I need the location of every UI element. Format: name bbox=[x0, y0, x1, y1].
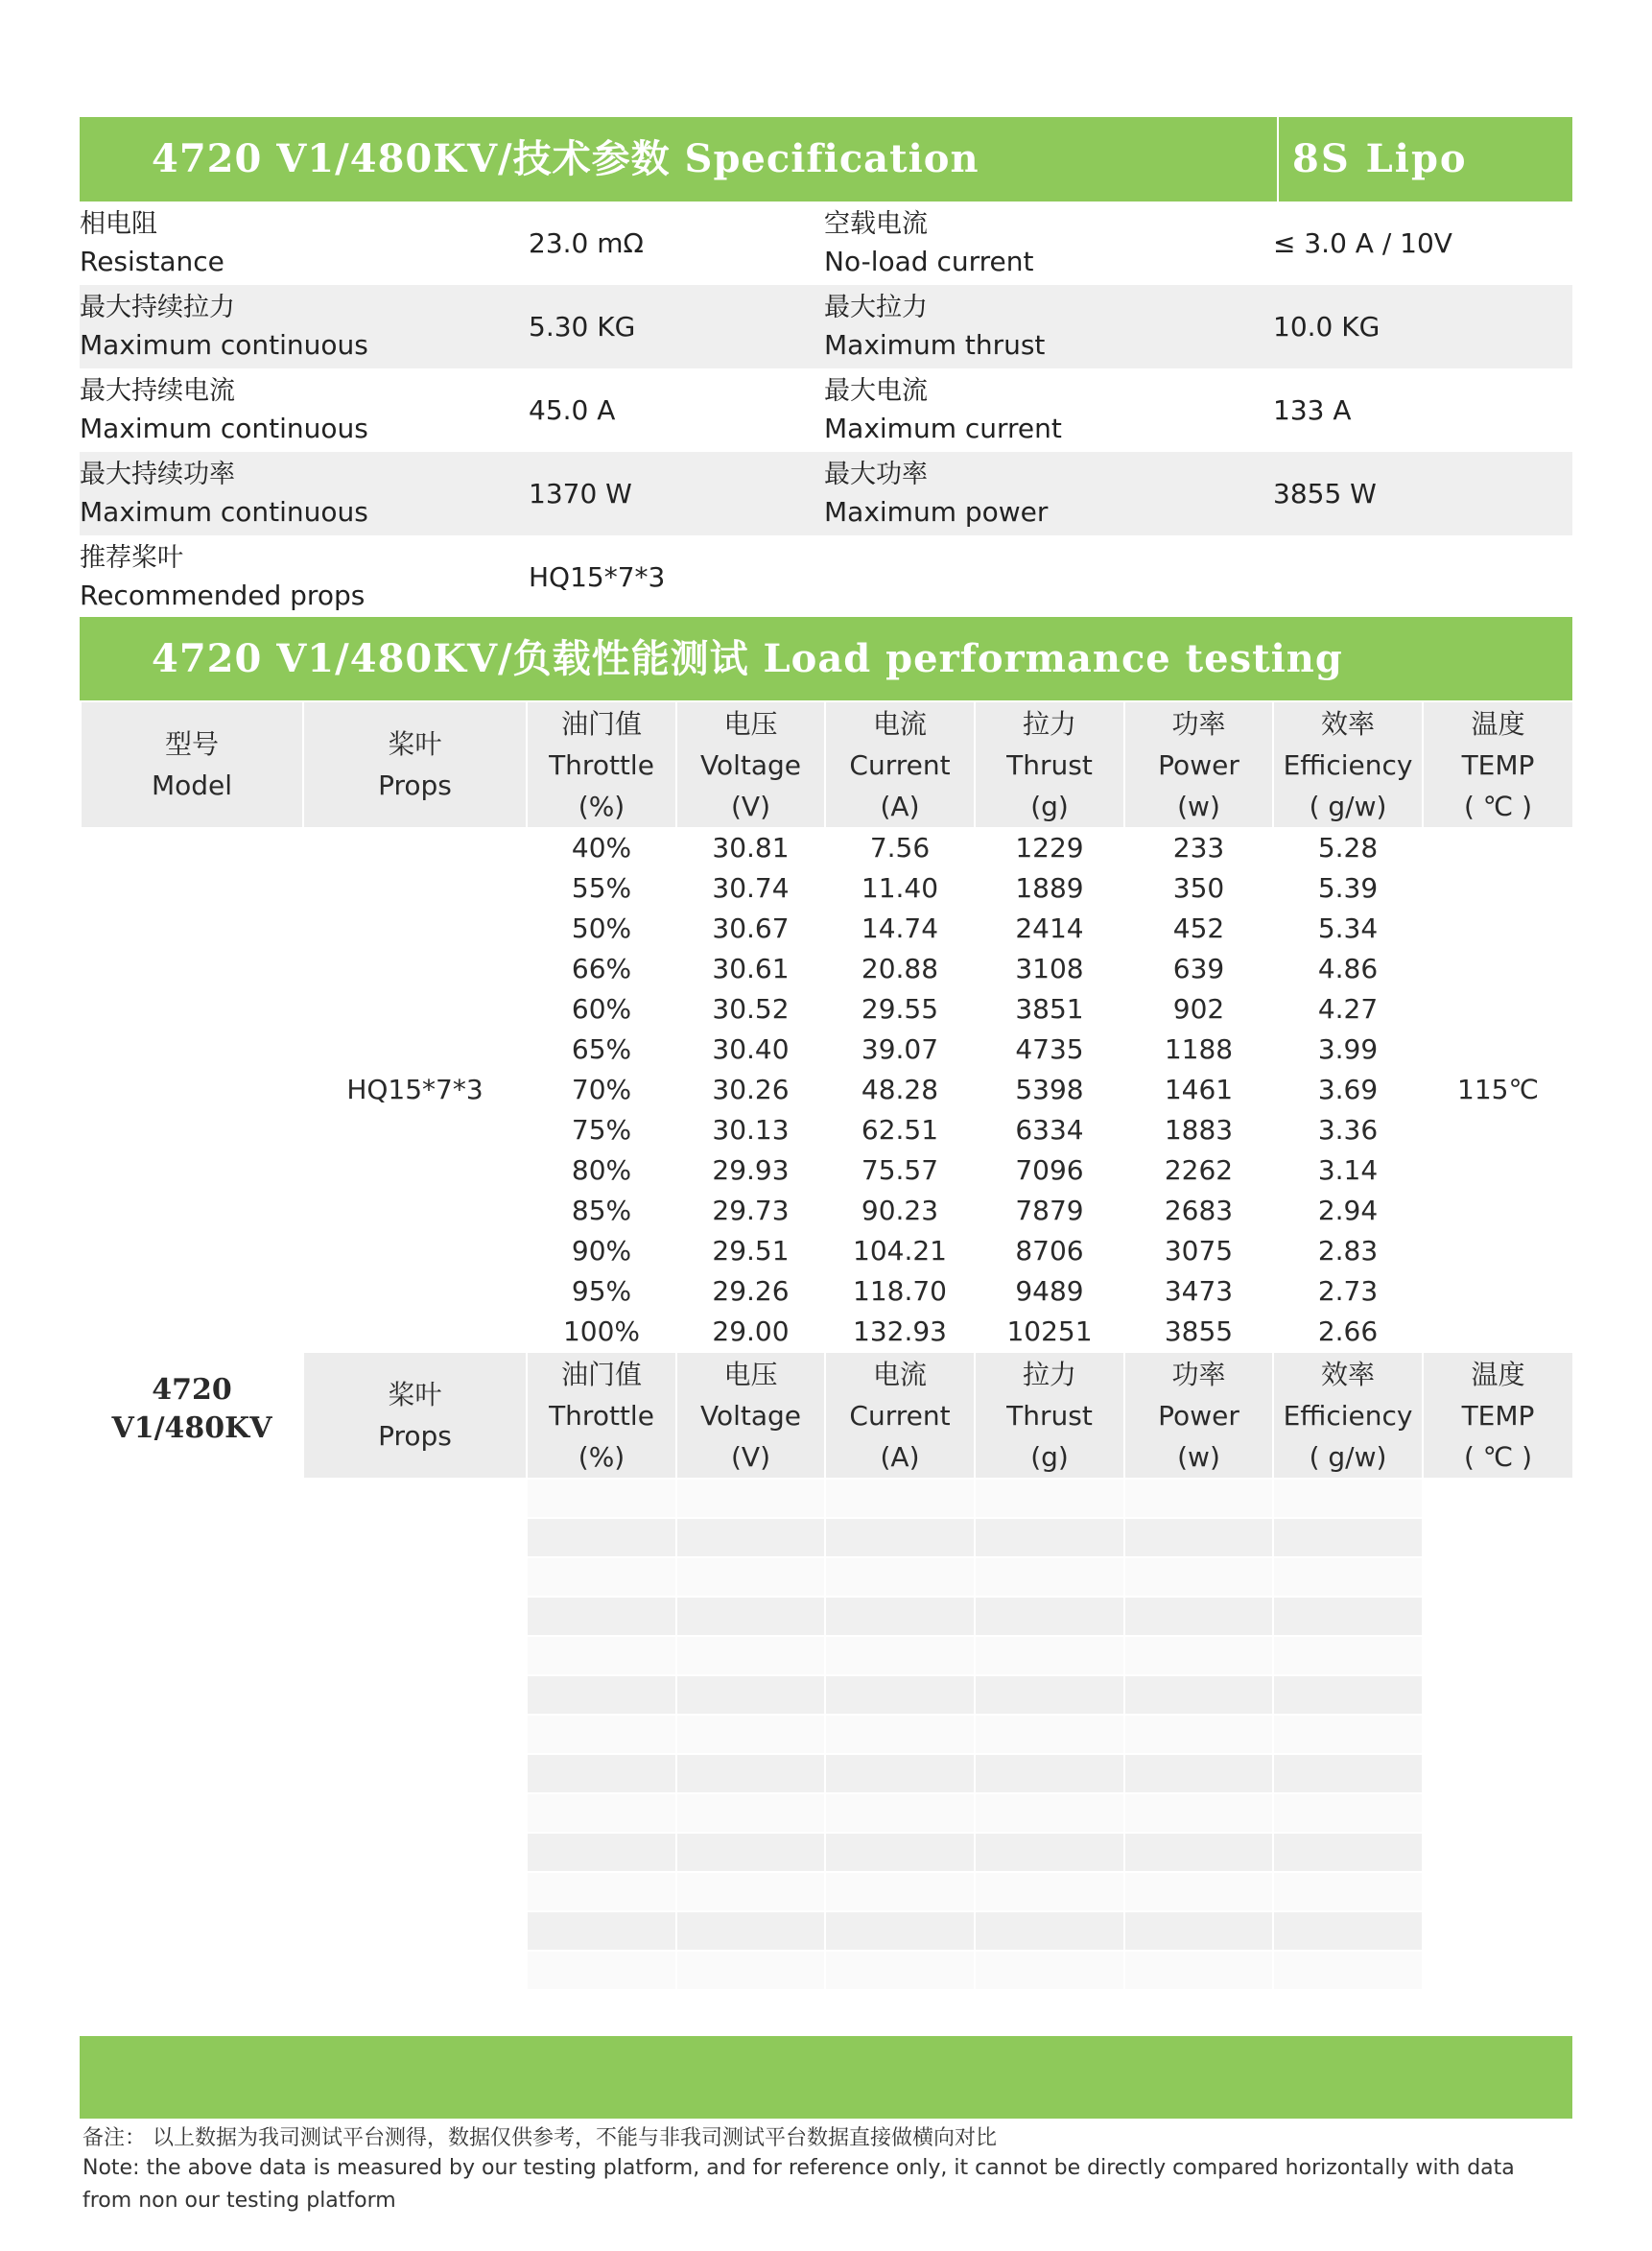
column-header-en: Power bbox=[1158, 748, 1239, 781]
spec-label-en: Resistance bbox=[80, 245, 224, 277]
empty-cell bbox=[676, 1872, 825, 1911]
data-cell: 75% bbox=[527, 1110, 676, 1150]
data-cell: 5.39 bbox=[1273, 868, 1423, 909]
empty-cell bbox=[975, 1675, 1124, 1715]
column-header-unit: (w) bbox=[1177, 1440, 1220, 1473]
battery-type: 8S Lipo bbox=[1277, 117, 1468, 201]
data-cell: 8706 bbox=[975, 1231, 1124, 1271]
spec-value-right: 10.0 KG bbox=[1267, 285, 1572, 368]
data-cell: 4.86 bbox=[1273, 949, 1423, 989]
empty-cell bbox=[527, 1636, 676, 1675]
empty-cell bbox=[1273, 1754, 1423, 1793]
data-cell: 902 bbox=[1124, 989, 1273, 1030]
data-cell: 60% bbox=[527, 989, 676, 1030]
data-cell: 85% bbox=[527, 1191, 676, 1231]
model-header bbox=[81, 701, 303, 828]
empty-cell bbox=[825, 1597, 975, 1636]
column-header bbox=[1273, 701, 1423, 828]
spec-label-en: Recommended props bbox=[80, 579, 366, 611]
column-header-en: Current bbox=[849, 748, 951, 781]
empty-cell bbox=[527, 1715, 676, 1754]
column-header-unit: (%) bbox=[578, 1440, 625, 1473]
data-cell: 7879 bbox=[975, 1191, 1124, 1231]
empty-cell bbox=[1124, 1557, 1273, 1597]
empty-cell bbox=[676, 1557, 825, 1597]
spec-label-left bbox=[80, 452, 523, 535]
column-header-en: Current bbox=[849, 1399, 951, 1432]
data-cell: 5398 bbox=[975, 1070, 1124, 1110]
empty-cell bbox=[1273, 1872, 1423, 1911]
column-header-unit: (V) bbox=[730, 790, 770, 822]
empty-cell bbox=[676, 1754, 825, 1793]
column-header-en: TEMP bbox=[1461, 1399, 1535, 1432]
column-header-zh: 电流 bbox=[872, 1358, 927, 1390]
data-cell: 30.52 bbox=[676, 989, 825, 1030]
column-header bbox=[975, 1352, 1124, 1479]
column-header-unit: (%) bbox=[578, 790, 625, 822]
load-header-row bbox=[81, 701, 1573, 828]
spec-value-left: 45.0 A bbox=[529, 394, 616, 426]
spec-label-zh: 最大持续功率 bbox=[80, 459, 235, 489]
spec-value-left: 1370 W bbox=[523, 452, 824, 535]
data-cell: 29.55 bbox=[825, 989, 975, 1030]
data-cell: 40% bbox=[527, 828, 676, 868]
column-header-zh: 桨叶 bbox=[388, 728, 442, 760]
empty-cell bbox=[1124, 1793, 1273, 1833]
spec-row bbox=[80, 201, 1572, 285]
column-header-zh: 效率 bbox=[1320, 707, 1375, 740]
column-header-zh: 功率 bbox=[1171, 1358, 1226, 1390]
column-header bbox=[676, 1352, 825, 1479]
empty-cell bbox=[825, 1518, 975, 1557]
data-cell: 452 bbox=[1124, 909, 1273, 949]
empty-cell bbox=[1273, 1597, 1423, 1636]
spec-title: 4720 V1/480KV/技术参数 Specification bbox=[152, 136, 979, 181]
empty-cell bbox=[1273, 1675, 1423, 1715]
empty-cell bbox=[825, 1793, 975, 1833]
data-cell: 350 bbox=[1124, 868, 1273, 909]
column-header bbox=[825, 701, 975, 828]
spec-label-zh: 最大拉力 bbox=[824, 292, 928, 322]
column-header bbox=[1423, 1352, 1573, 1479]
data-cell: 29.51 bbox=[676, 1231, 825, 1271]
empty-cell bbox=[975, 1872, 1124, 1911]
empty-cell bbox=[1124, 1911, 1273, 1951]
empty-cell bbox=[676, 1911, 825, 1951]
empty-cell bbox=[1273, 1833, 1423, 1872]
data-cell: 233 bbox=[1124, 828, 1273, 868]
empty-cell bbox=[1124, 1754, 1273, 1793]
data-cell: 30.81 bbox=[676, 828, 825, 868]
data-cell: 4735 bbox=[975, 1030, 1124, 1070]
spec-label-right bbox=[824, 368, 1267, 452]
column-header-zh: 温度 bbox=[1471, 1358, 1525, 1390]
data-cell: 75.57 bbox=[825, 1150, 975, 1191]
spec-label-zh: 最大电流 bbox=[824, 375, 928, 406]
data-cell: 1229 bbox=[975, 828, 1124, 868]
column-header-zh: 油门值 bbox=[560, 1358, 642, 1390]
column-header bbox=[1273, 1352, 1423, 1479]
data-cell: 2.94 bbox=[1273, 1191, 1423, 1231]
column-header-en: Props bbox=[378, 1420, 452, 1452]
data-cell: 30.13 bbox=[676, 1110, 825, 1150]
empty-cell bbox=[1273, 1557, 1423, 1597]
data-cell: 3.99 bbox=[1273, 1030, 1423, 1070]
empty-cell bbox=[825, 1872, 975, 1911]
data-cell: 7.56 bbox=[825, 828, 975, 868]
empty-cell bbox=[1273, 1793, 1423, 1833]
load-header-row-2 bbox=[81, 1352, 1573, 1479]
column-header bbox=[303, 701, 527, 828]
model-name: 4720 V1/480KV bbox=[81, 828, 303, 1990]
spec-row bbox=[80, 285, 1572, 368]
data-cell: 4.27 bbox=[1273, 989, 1423, 1030]
empty-cell bbox=[975, 1793, 1124, 1833]
empty-cell bbox=[975, 1479, 1124, 1518]
empty-cell bbox=[825, 1636, 975, 1675]
note-en: Note: the above data is measured by our testing platform, and for reference only, it cannot be directly compared horizontally with data from non our testing platform bbox=[83, 2156, 1515, 2213]
empty-cell bbox=[676, 1833, 825, 1872]
spec-label-en: Maximum continuous bbox=[80, 328, 368, 361]
column-header-zh: 电流 bbox=[872, 707, 927, 740]
empty-cell bbox=[1124, 1872, 1273, 1911]
empty-cell bbox=[676, 1715, 825, 1754]
spec-label-zh: 空载电流 bbox=[824, 208, 928, 239]
data-cell: 39.07 bbox=[825, 1030, 975, 1070]
data-cell: 29.26 bbox=[676, 1271, 825, 1312]
data-cell: 95% bbox=[527, 1271, 676, 1312]
data-cell: 80% bbox=[527, 1150, 676, 1191]
spec-label-left bbox=[80, 201, 523, 285]
column-header-en: Throttle bbox=[549, 748, 654, 781]
empty-cell bbox=[1124, 1675, 1273, 1715]
spec-table bbox=[80, 201, 1572, 619]
empty-cell bbox=[527, 1518, 676, 1557]
spec-label-right bbox=[824, 285, 1267, 368]
spec-value-left: 23.0 mΩ bbox=[529, 227, 644, 259]
empty-cell bbox=[825, 1479, 975, 1518]
column-header bbox=[1124, 1352, 1273, 1479]
data-cell: 7096 bbox=[975, 1150, 1124, 1191]
data-cell: 118.70 bbox=[825, 1271, 975, 1312]
empty-row bbox=[81, 1479, 1573, 1518]
empty-cell bbox=[676, 1951, 825, 1990]
data-cell: 30.40 bbox=[676, 1030, 825, 1070]
column-header-en: Efficiency bbox=[1283, 1399, 1413, 1432]
column-header-unit: (A) bbox=[880, 1440, 920, 1473]
column-header-en: Thrust bbox=[1006, 1399, 1093, 1432]
column-header bbox=[1423, 701, 1573, 828]
data-cell: 62.51 bbox=[825, 1110, 975, 1150]
data-cell: 2683 bbox=[1124, 1191, 1273, 1231]
column-header-unit: ( ℃ ) bbox=[1463, 1440, 1533, 1473]
props-value: HQ15*7*3 bbox=[303, 828, 527, 1352]
empty-cell bbox=[676, 1636, 825, 1675]
spec-label-right bbox=[824, 535, 1267, 619]
empty-cell bbox=[527, 1675, 676, 1715]
data-cell: 3108 bbox=[975, 949, 1124, 989]
empty-cell bbox=[1124, 1518, 1273, 1557]
empty-cell bbox=[1124, 1715, 1273, 1754]
empty-cell bbox=[676, 1675, 825, 1715]
data-cell: 6334 bbox=[975, 1110, 1124, 1150]
column-header-zh: 桨叶 bbox=[388, 1379, 442, 1410]
empty-cell bbox=[1273, 1479, 1423, 1518]
data-cell: 1883 bbox=[1124, 1110, 1273, 1150]
empty-cell bbox=[975, 1557, 1124, 1597]
data-cell: 70% bbox=[527, 1070, 676, 1110]
data-cell: 2.73 bbox=[1273, 1271, 1423, 1312]
data-cell: 30.61 bbox=[676, 949, 825, 989]
spec-label-zh: 最大功率 bbox=[824, 459, 928, 489]
spec-value-right: 3855 W bbox=[1267, 452, 1572, 535]
spec-label-zh: 最大持续电流 bbox=[80, 375, 235, 406]
data-cell: 1188 bbox=[1124, 1030, 1273, 1070]
spec-value-right bbox=[1267, 535, 1572, 619]
column-header-en: Thrust bbox=[1006, 748, 1093, 781]
empty-cell bbox=[975, 1715, 1124, 1754]
column-header-unit: (V) bbox=[730, 1440, 770, 1473]
note-zh: 备注： 以上数据为我司测试平台测得，数据仅供参考，不能与非我司测试平台数据直接做横向对比 bbox=[83, 2126, 997, 2150]
empty-cell bbox=[527, 1479, 676, 1518]
empty-cell bbox=[1273, 1518, 1423, 1557]
spec-value-left: 5.30 KG bbox=[523, 285, 824, 368]
temp-empty bbox=[1423, 1479, 1573, 1990]
empty-cell bbox=[1124, 1597, 1273, 1636]
column-header-zh: 功率 bbox=[1171, 707, 1226, 740]
props-empty bbox=[303, 1479, 527, 1990]
model-header-zh: 型号 bbox=[164, 728, 219, 760]
spec-value-right: 133 A bbox=[1273, 394, 1352, 426]
data-cell: 3851 bbox=[975, 989, 1124, 1030]
data-cell: 14.74 bbox=[825, 909, 975, 949]
data-cell: 3.36 bbox=[1273, 1110, 1423, 1150]
data-cell: 1461 bbox=[1124, 1070, 1273, 1110]
column-header-unit: ( ℃ ) bbox=[1463, 790, 1533, 822]
empty-cell bbox=[527, 1754, 676, 1793]
data-cell: 3.14 bbox=[1273, 1150, 1423, 1191]
data-cell: 29.73 bbox=[676, 1191, 825, 1231]
empty-cell bbox=[676, 1479, 825, 1518]
spec-label-left bbox=[80, 285, 523, 368]
data-cell: 104.21 bbox=[825, 1231, 975, 1271]
data-cell: 1889 bbox=[975, 868, 1124, 909]
empty-cell bbox=[527, 1793, 676, 1833]
empty-cell bbox=[825, 1754, 975, 1793]
empty-cell bbox=[975, 1636, 1124, 1675]
footer-bar bbox=[80, 2036, 1572, 2119]
empty-cell bbox=[825, 1675, 975, 1715]
column-header-zh: 拉力 bbox=[1022, 707, 1076, 740]
column-header bbox=[303, 1352, 527, 1479]
empty-cell bbox=[1273, 1911, 1423, 1951]
empty-cell bbox=[975, 1518, 1124, 1557]
column-header-en: TEMP bbox=[1461, 748, 1535, 781]
data-cell: 29.93 bbox=[676, 1150, 825, 1191]
column-header-en: Throttle bbox=[549, 1399, 654, 1432]
empty-cell bbox=[527, 1597, 676, 1636]
empty-cell bbox=[825, 1715, 975, 1754]
empty-cell bbox=[825, 1557, 975, 1597]
data-cell: 132.93 bbox=[825, 1312, 975, 1352]
spec-label-en: No-load current bbox=[824, 245, 1034, 277]
empty-cell bbox=[825, 1911, 975, 1951]
data-cell: 48.28 bbox=[825, 1070, 975, 1110]
empty-cell bbox=[975, 1833, 1124, 1872]
empty-cell bbox=[975, 1951, 1124, 1990]
empty-cell bbox=[825, 1833, 975, 1872]
spec-label-en: Maximum power bbox=[824, 495, 1049, 528]
data-cell: 20.88 bbox=[825, 949, 975, 989]
data-cell: 3855 bbox=[1124, 1312, 1273, 1352]
column-header bbox=[1124, 701, 1273, 828]
spec-value-right: ≤ 3.0 A / 10V bbox=[1273, 227, 1452, 259]
empty-cell bbox=[975, 1597, 1124, 1636]
spec-label-en: Maximum continuous bbox=[80, 412, 368, 444]
column-header-en: Power bbox=[1158, 1399, 1239, 1432]
empty-cell bbox=[527, 1911, 676, 1951]
empty-cell bbox=[1273, 1636, 1423, 1675]
data-cell: 65% bbox=[527, 1030, 676, 1070]
data-cell: 5.28 bbox=[1273, 828, 1423, 868]
spec-label-en: Maximum continuous bbox=[80, 495, 368, 528]
data-cell: 11.40 bbox=[825, 868, 975, 909]
column-header bbox=[825, 1352, 975, 1479]
load-table bbox=[80, 700, 1574, 1991]
column-header-zh: 电压 bbox=[723, 707, 778, 740]
empty-cell bbox=[1124, 1833, 1273, 1872]
column-header-unit: (A) bbox=[880, 790, 920, 822]
column-header-en: Efficiency bbox=[1283, 748, 1413, 781]
column-header bbox=[975, 701, 1124, 828]
spec-label-left bbox=[80, 535, 523, 619]
spec-label-left bbox=[80, 368, 523, 452]
column-header-unit: (w) bbox=[1177, 790, 1220, 822]
column-header bbox=[527, 1352, 676, 1479]
empty-cell bbox=[825, 1951, 975, 1990]
spec-label-zh: 相电阻 bbox=[80, 208, 157, 239]
data-cell: 100% bbox=[527, 1312, 676, 1352]
empty-cell bbox=[676, 1793, 825, 1833]
empty-cell bbox=[676, 1518, 825, 1557]
data-cell: 2.83 bbox=[1273, 1231, 1423, 1271]
data-cell: 66% bbox=[527, 949, 676, 989]
data-cell: 5.34 bbox=[1273, 909, 1423, 949]
data-cell: 3473 bbox=[1124, 1271, 1273, 1312]
data-cell: 639 bbox=[1124, 949, 1273, 989]
data-cell: 29.00 bbox=[676, 1312, 825, 1352]
model-header-en: Model bbox=[151, 770, 233, 801]
data-cell: 9489 bbox=[975, 1271, 1124, 1312]
empty-cell bbox=[1124, 1951, 1273, 1990]
spec-row bbox=[80, 452, 1572, 535]
empty-cell bbox=[527, 1833, 676, 1872]
column-header-zh: 效率 bbox=[1320, 1358, 1375, 1390]
empty-cell bbox=[975, 1754, 1124, 1793]
spec-value-left: HQ15*7*3 bbox=[529, 561, 666, 593]
empty-cell bbox=[527, 1951, 676, 1990]
spec-label-zh: 推荐桨叶 bbox=[80, 542, 183, 573]
load-title: 4720 V1/480KV/负载性能测试 Load performance testing bbox=[152, 636, 1343, 681]
empty-cell bbox=[1124, 1479, 1273, 1518]
data-cell: 3075 bbox=[1124, 1231, 1273, 1271]
column-header-unit: (g) bbox=[1030, 1440, 1069, 1473]
data-cell: 55% bbox=[527, 868, 676, 909]
column-header-zh: 电压 bbox=[723, 1358, 778, 1390]
spec-label-en: Maximum current bbox=[824, 412, 1062, 444]
data-cell: 2262 bbox=[1124, 1150, 1273, 1191]
empty-cell bbox=[1273, 1951, 1423, 1990]
data-row bbox=[81, 828, 1573, 868]
empty-cell bbox=[527, 1872, 676, 1911]
spec-label-en: Maximum thrust bbox=[824, 328, 1046, 361]
spec-row bbox=[80, 535, 1572, 619]
column-header-zh: 拉力 bbox=[1022, 1358, 1076, 1390]
data-cell: 30.74 bbox=[676, 868, 825, 909]
data-cell: 2414 bbox=[975, 909, 1124, 949]
load-title-bar bbox=[80, 617, 1572, 700]
data-cell: 30.67 bbox=[676, 909, 825, 949]
empty-cell bbox=[975, 1911, 1124, 1951]
column-header-unit: (g) bbox=[1030, 790, 1069, 822]
empty-cell bbox=[1124, 1636, 1273, 1675]
spec-label-right bbox=[824, 201, 1267, 285]
spec-row bbox=[80, 368, 1572, 452]
data-cell: 10251 bbox=[975, 1312, 1124, 1352]
column-header-en: Voltage bbox=[699, 748, 802, 781]
empty-cell bbox=[676, 1597, 825, 1636]
empty-cell bbox=[1273, 1715, 1423, 1754]
spec-label-zh: 最大持续拉力 bbox=[80, 292, 235, 322]
column-header bbox=[676, 701, 825, 828]
column-header-en: Voltage bbox=[699, 1399, 802, 1432]
data-cell: 30.26 bbox=[676, 1070, 825, 1110]
column-header-unit: ( g/w) bbox=[1309, 790, 1387, 822]
data-cell: 50% bbox=[527, 909, 676, 949]
column-header-unit: ( g/w) bbox=[1309, 1440, 1387, 1473]
spec-label-right bbox=[824, 452, 1267, 535]
data-cell: 90.23 bbox=[825, 1191, 975, 1231]
column-header-zh: 温度 bbox=[1471, 707, 1525, 740]
column-header bbox=[527, 701, 676, 828]
data-cell: 90% bbox=[527, 1231, 676, 1271]
data-cell: 2.66 bbox=[1273, 1312, 1423, 1352]
temp-value: 115℃ bbox=[1423, 828, 1573, 1352]
column-header-zh: 油门值 bbox=[560, 707, 642, 740]
data-cell: 3.69 bbox=[1273, 1070, 1423, 1110]
column-header-en: Props bbox=[378, 770, 452, 801]
empty-cell bbox=[527, 1557, 676, 1597]
spec-title-bar bbox=[80, 117, 1572, 201]
